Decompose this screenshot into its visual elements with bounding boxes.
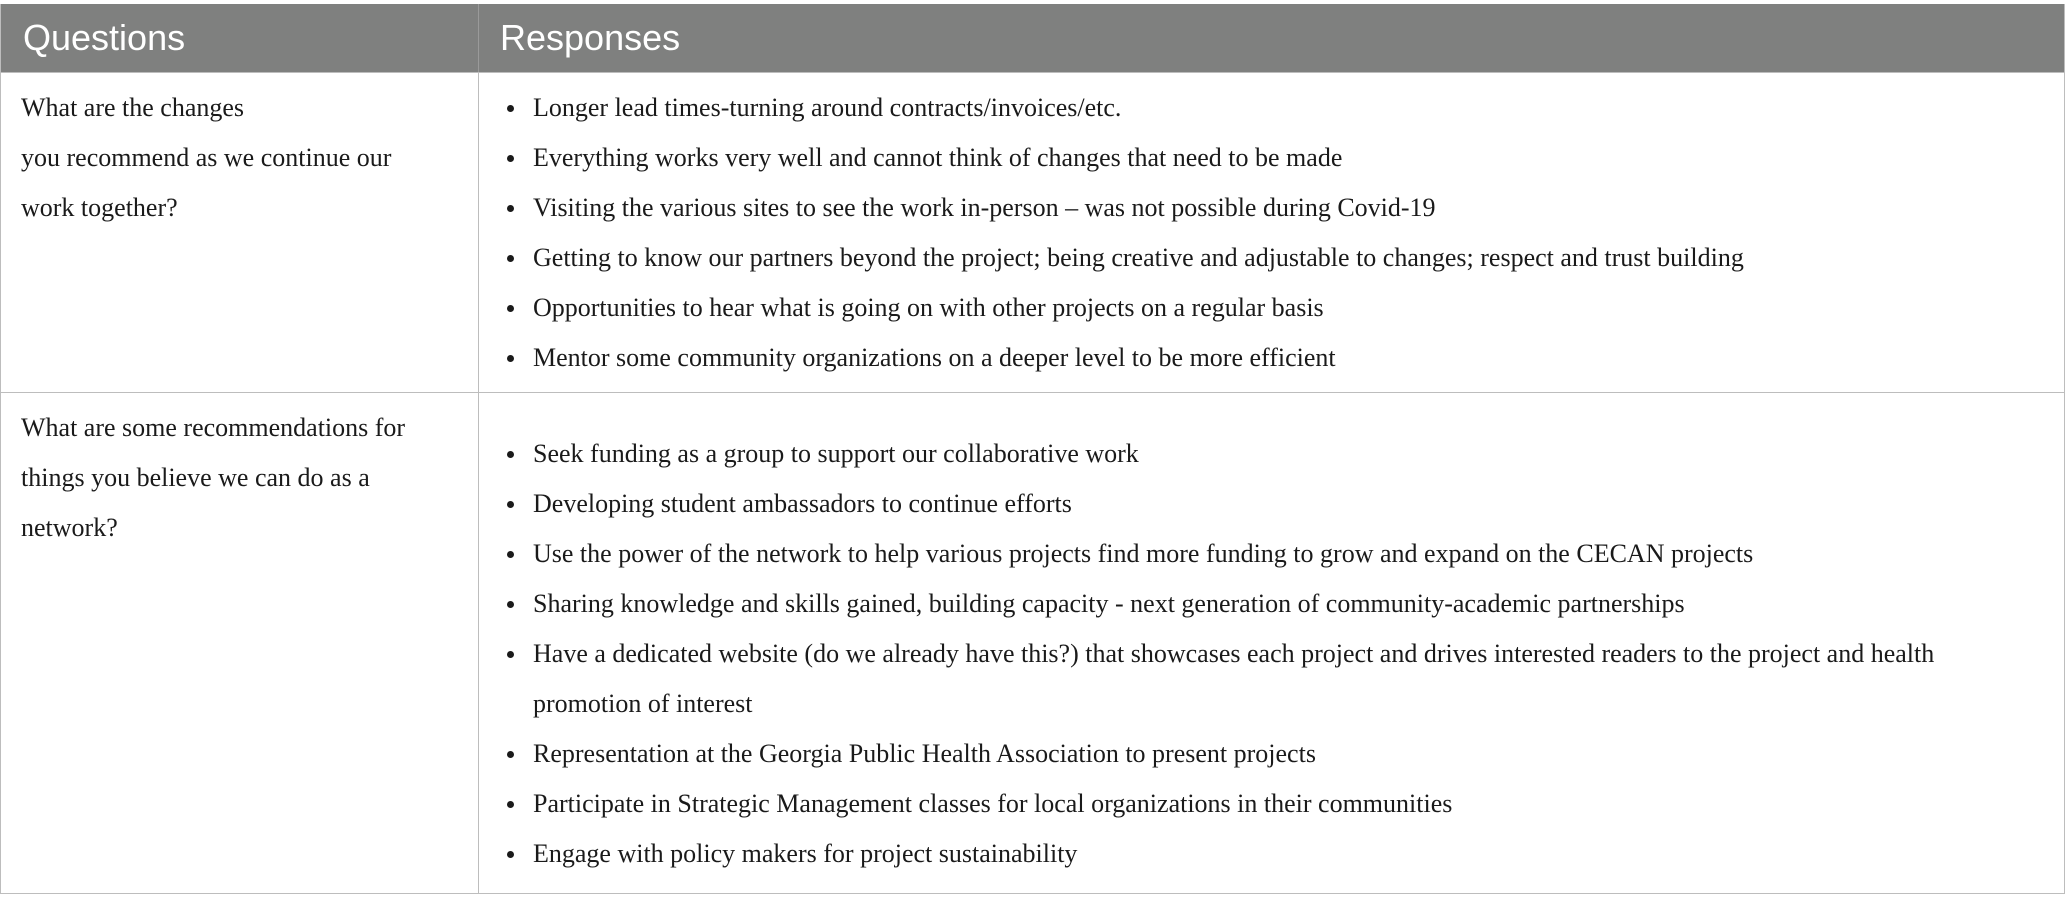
response-item: Engage with policy makers for project sustainability <box>479 829 2064 879</box>
response-item: Representation at the Georgia Public Health Association to present projects <box>479 729 2064 779</box>
response-list <box>479 73 2064 383</box>
question-text: What are some recommendations for <box>21 413 406 442</box>
responses-cell <box>479 393 2064 893</box>
question-text: What are the changes <box>21 93 245 122</box>
responses-cell <box>479 73 2064 392</box>
response-item: Everything works very well and cannot think of changes that need to be made <box>479 133 2064 183</box>
response-item: Opportunities to hear what is going on with other projects on a regular basis <box>479 283 2064 333</box>
response-item: Mentor some community organizations on a deeper level to be more efficient <box>479 333 2064 383</box>
table-header <box>1 4 2064 72</box>
question-text: network? <box>21 513 118 542</box>
questions-responses-table <box>0 4 2065 894</box>
question-cell <box>1 73 479 392</box>
response-item: Seek funding as a group to support our collaborative work <box>479 429 2064 479</box>
question-cell <box>1 393 479 893</box>
header-responses: Responses <box>500 17 681 58</box>
response-item: Have a dedicated website (do we already have this?) that showcases each project and drives interested readers to the project and health promotion of interest <box>479 629 2064 729</box>
question-text: work together? <box>21 193 178 222</box>
header-questions: Questions <box>1 4 479 72</box>
response-item: Participate in Strategic Management classes for local organizations in their communities <box>479 779 2064 829</box>
response-list <box>479 393 2064 879</box>
response-item: Visiting the various sites to see the work in-person – was not possible during Covid-19 <box>479 183 2064 233</box>
response-item: Use the power of the network to help various projects find more funding to grow and expand on the CECAN projects <box>479 529 2064 579</box>
response-item: Getting to know our partners beyond the project; being creative and adjustable to changes; respect and trust building <box>479 233 2064 283</box>
table-row <box>1 72 2064 392</box>
response-item: Sharing knowledge and skills gained, building capacity - next generation of community-academic partnerships <box>479 579 2064 629</box>
response-item: Developing student ambassadors to continue efforts <box>479 479 2064 529</box>
response-item: Longer lead times-turning around contracts/invoices/etc. <box>479 83 2064 133</box>
table-row <box>1 392 2064 893</box>
question-text: things you believe we can do as a <box>21 463 370 492</box>
question-text: you recommend as we continue our <box>21 143 392 172</box>
